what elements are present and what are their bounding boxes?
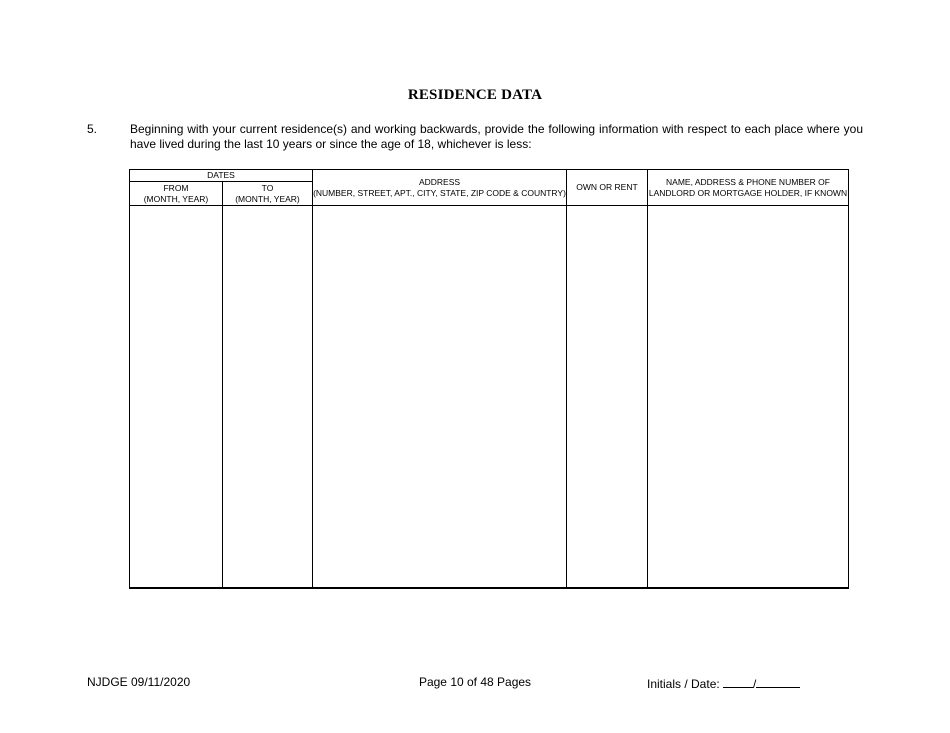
- to-header-line2: (MONTH, YEAR): [235, 193, 300, 204]
- question-number: 5.: [87, 122, 98, 136]
- to-date-field[interactable]: [223, 206, 313, 589]
- to-header-line1: TO: [261, 182, 274, 193]
- from-header-line2: (MONTH, YEAR): [143, 193, 209, 204]
- from-date-field[interactable]: [130, 206, 223, 589]
- to-column-header: [223, 182, 313, 206]
- initials-label: Initials / Date:: [647, 677, 720, 691]
- table-row: [130, 206, 849, 589]
- address-field[interactable]: [313, 206, 567, 589]
- address-column-header: [313, 170, 567, 206]
- address-header-line1: ADDRESS: [418, 176, 461, 187]
- initials-date: [647, 675, 800, 691]
- landlord-header-line1: NAME, ADDRESS & PHONE NUMBER OF: [666, 176, 830, 187]
- own-or-rent-field[interactable]: [567, 206, 648, 589]
- dates-header: DATES: [130, 170, 313, 182]
- initials-separator: /: [753, 677, 757, 691]
- page-title: RESIDENCE DATA: [407, 87, 543, 103]
- landlord-field[interactable]: [648, 206, 849, 589]
- landlord-header-line2: LANDLORD OR MORTGAGE HOLDER, IF KNOWN: [648, 187, 848, 198]
- from-header-line1: FROM: [163, 182, 189, 193]
- landlord-column-header: [648, 170, 849, 206]
- date-blank[interactable]: [756, 675, 800, 688]
- form-id: NJDGE 09/11/2020: [87, 675, 191, 689]
- own-or-rent-column-header: OWN OR RENT: [567, 170, 648, 206]
- residence-table: [129, 169, 849, 589]
- from-column-header: [130, 182, 223, 206]
- initials-blank[interactable]: [723, 675, 753, 688]
- question-instructions: Beginning with your current residence(s) and working backwards, provide the following information with respect to each place where you have lived during the last 10 years or since the age of 18, whichever is less:: [130, 122, 863, 151]
- address-header-line2: (NUMBER, STREET, APT., CITY, STATE, ZIP CODE & COUNTRY): [313, 187, 566, 198]
- page-number: Page 10 of 48 Pages: [418, 675, 532, 689]
